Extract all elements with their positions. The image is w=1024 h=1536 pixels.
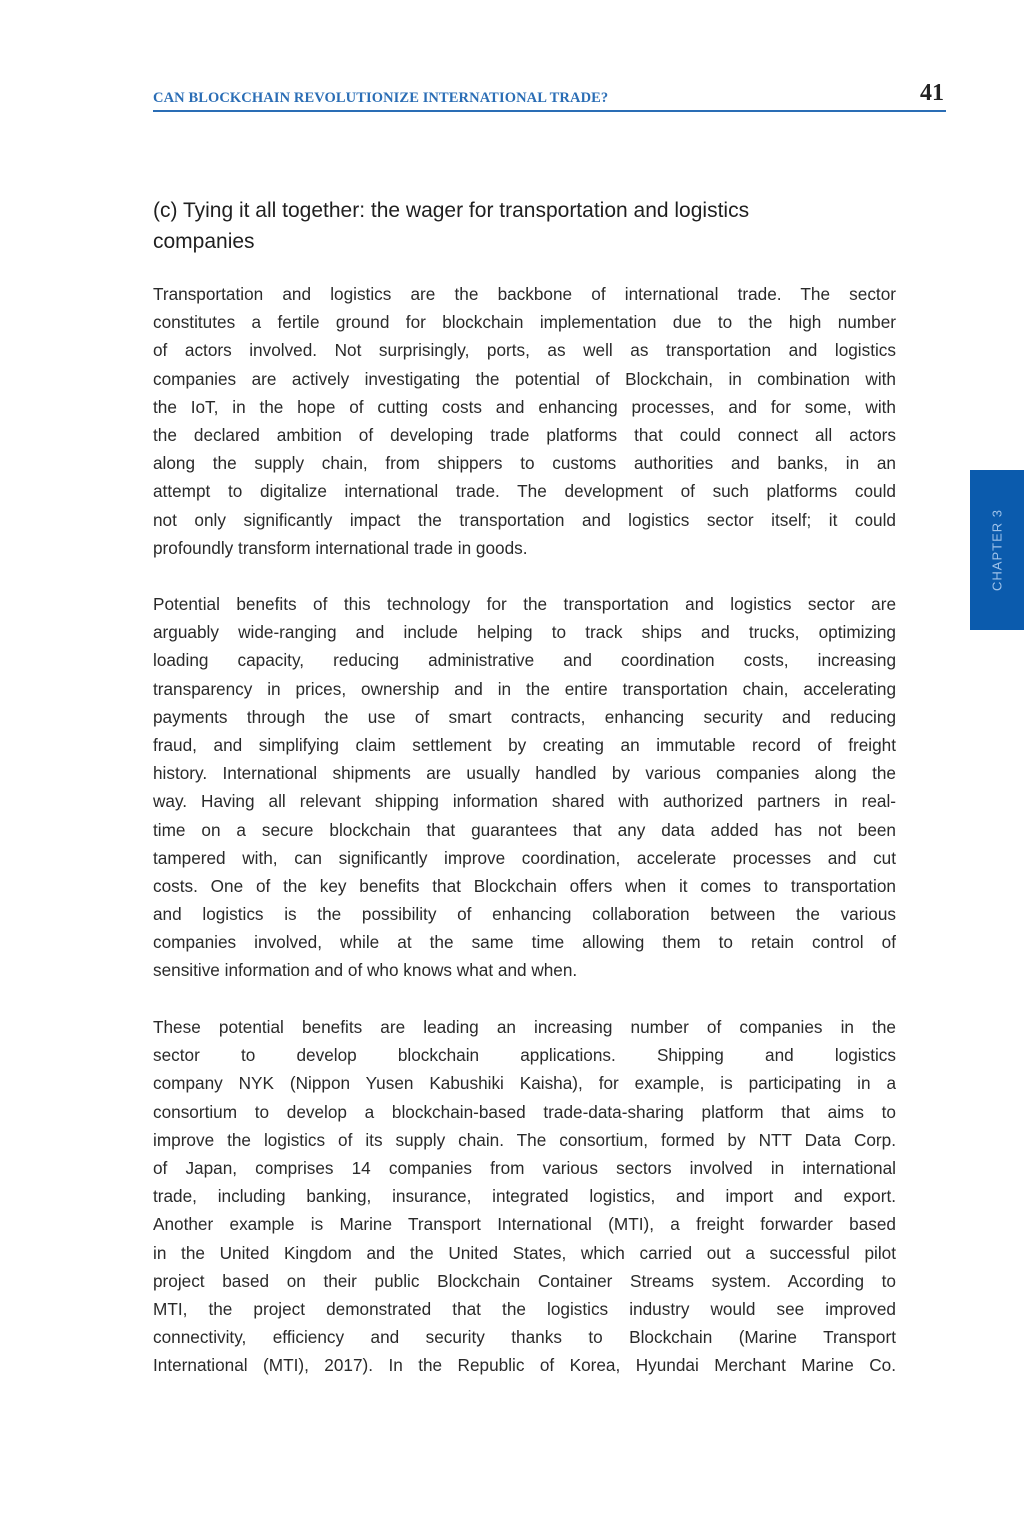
paragraph-1 xyxy=(153,280,896,562)
text-line: arguably wide-ranging and include helping to track ships and trucks, optimizing xyxy=(153,622,896,643)
text-line: sensitive information and of who knows what and when. xyxy=(153,960,578,981)
text-line: the declared ambition of developing trade platforms that could connect all actors xyxy=(153,424,896,445)
text-line: Transportation and logistics are the backbone of international trade. The sector xyxy=(153,284,896,304)
text-line: the IoT, in the hope of cutting costs and enhancing processes, and for some, with xyxy=(153,396,896,417)
text-line: and logistics is the possibility of enhancing collaboration between the various xyxy=(153,904,896,925)
text-line: tampered with, can significantly improve coordination, accelerate processes and cut xyxy=(153,847,896,868)
text-line: loading capacity, reducing administrative and coordination costs, increasing xyxy=(153,650,896,671)
paragraph-3 xyxy=(153,1013,896,1379)
text-line: sector to develop blockchain applications. Shipping and logistics xyxy=(153,1045,896,1066)
text-line: payments through the use of smart contracts, enhancing security and reducing xyxy=(153,706,896,727)
paragraph-2 xyxy=(153,590,896,985)
section-heading xyxy=(153,195,913,257)
text-line: way. Having all relevant shipping information shared with authorized partners in real- xyxy=(153,791,896,812)
text-line: Another example is Marine Transport International (MTI), a freight forwarder based xyxy=(153,1214,896,1235)
chapter-tab-label: CHAPTER 3 xyxy=(989,509,1005,591)
text-line: companies are actively investigating the potential of Blockchain, in combination with xyxy=(153,368,896,389)
section-heading-line: companies xyxy=(153,230,255,253)
text-line: in the United Kingdom and the United States, which carried out a successful pilot xyxy=(153,1242,896,1263)
text-line: not only significantly impact the transportation and logistics sector itself; it could xyxy=(153,509,896,530)
text-line: attempt to digitalize international trade. The development of such platforms could xyxy=(153,481,896,502)
text-line: transparency in prices, ownership and in the entire transportation chain, accelerating xyxy=(153,678,896,699)
page-number: 41 xyxy=(920,80,944,106)
text-line: Potential benefits of this technology for the transportation and logistics sector are xyxy=(153,594,896,614)
text-line: costs. One of the key benefits that Blockchain offers when it comes to transportation xyxy=(153,875,896,896)
text-line: These potential benefits are leading an increasing number of companies in the xyxy=(153,1017,896,1037)
text-line: of Japan, comprises 14 companies from various sectors involved in international xyxy=(153,1157,896,1178)
text-line: of actors involved. Not surprisingly, ports, as well as transportation and logistics xyxy=(153,340,896,361)
text-line: fraud, and simplifying claim settlement by creating an immutable record of freight xyxy=(153,734,896,755)
text-line: history. International shipments are usually handled by various companies along the xyxy=(153,763,896,784)
text-line: MTI, the project demonstrated that the logistics industry would see improved xyxy=(153,1298,896,1319)
text-line: trade, including banking, insurance, integrated logistics, and import and export. xyxy=(153,1186,896,1207)
text-line: time on a secure blockchain that guarantees that any data added has not been xyxy=(153,819,896,840)
text-line: company NYK (Nippon Yusen Kabushiki Kaisha), for example, is participating in a xyxy=(153,1073,896,1094)
text-line: companies involved, while at the same time allowing them to retain control of xyxy=(153,932,896,953)
text-line: project based on their public Blockchain Container Streams system. According to xyxy=(153,1270,896,1291)
chapter-tab xyxy=(970,470,1024,630)
text-line: connectivity, efficiency and security thanks to Blockchain (Marine Transport xyxy=(153,1327,896,1348)
text-line: International (MTI), 2017). In the Republic of Korea, Hyundai Merchant Marine Co. xyxy=(153,1355,896,1376)
text-line: along the supply chain, from shippers to customs authorities and banks, in an xyxy=(153,453,896,474)
text-line: profoundly transform international trade in goods. xyxy=(153,537,528,558)
running-title: CAN BLOCKCHAIN REVOLUTIONIZE INTERNATIONAL TRADE? xyxy=(153,90,609,106)
text-line: consortium to develop a blockchain-based trade-data-sharing platform that aims to xyxy=(153,1101,896,1122)
section-heading-line: (c) Tying it all together: the wager for transportation and logistics xyxy=(153,199,750,222)
text-line: constitutes a fertile ground for blockchain implementation due to the high number xyxy=(153,312,896,333)
text-line: improve the logistics of its supply chain. The consortium, formed by NTT Data Corp. xyxy=(153,1129,896,1150)
running-head xyxy=(153,80,946,112)
